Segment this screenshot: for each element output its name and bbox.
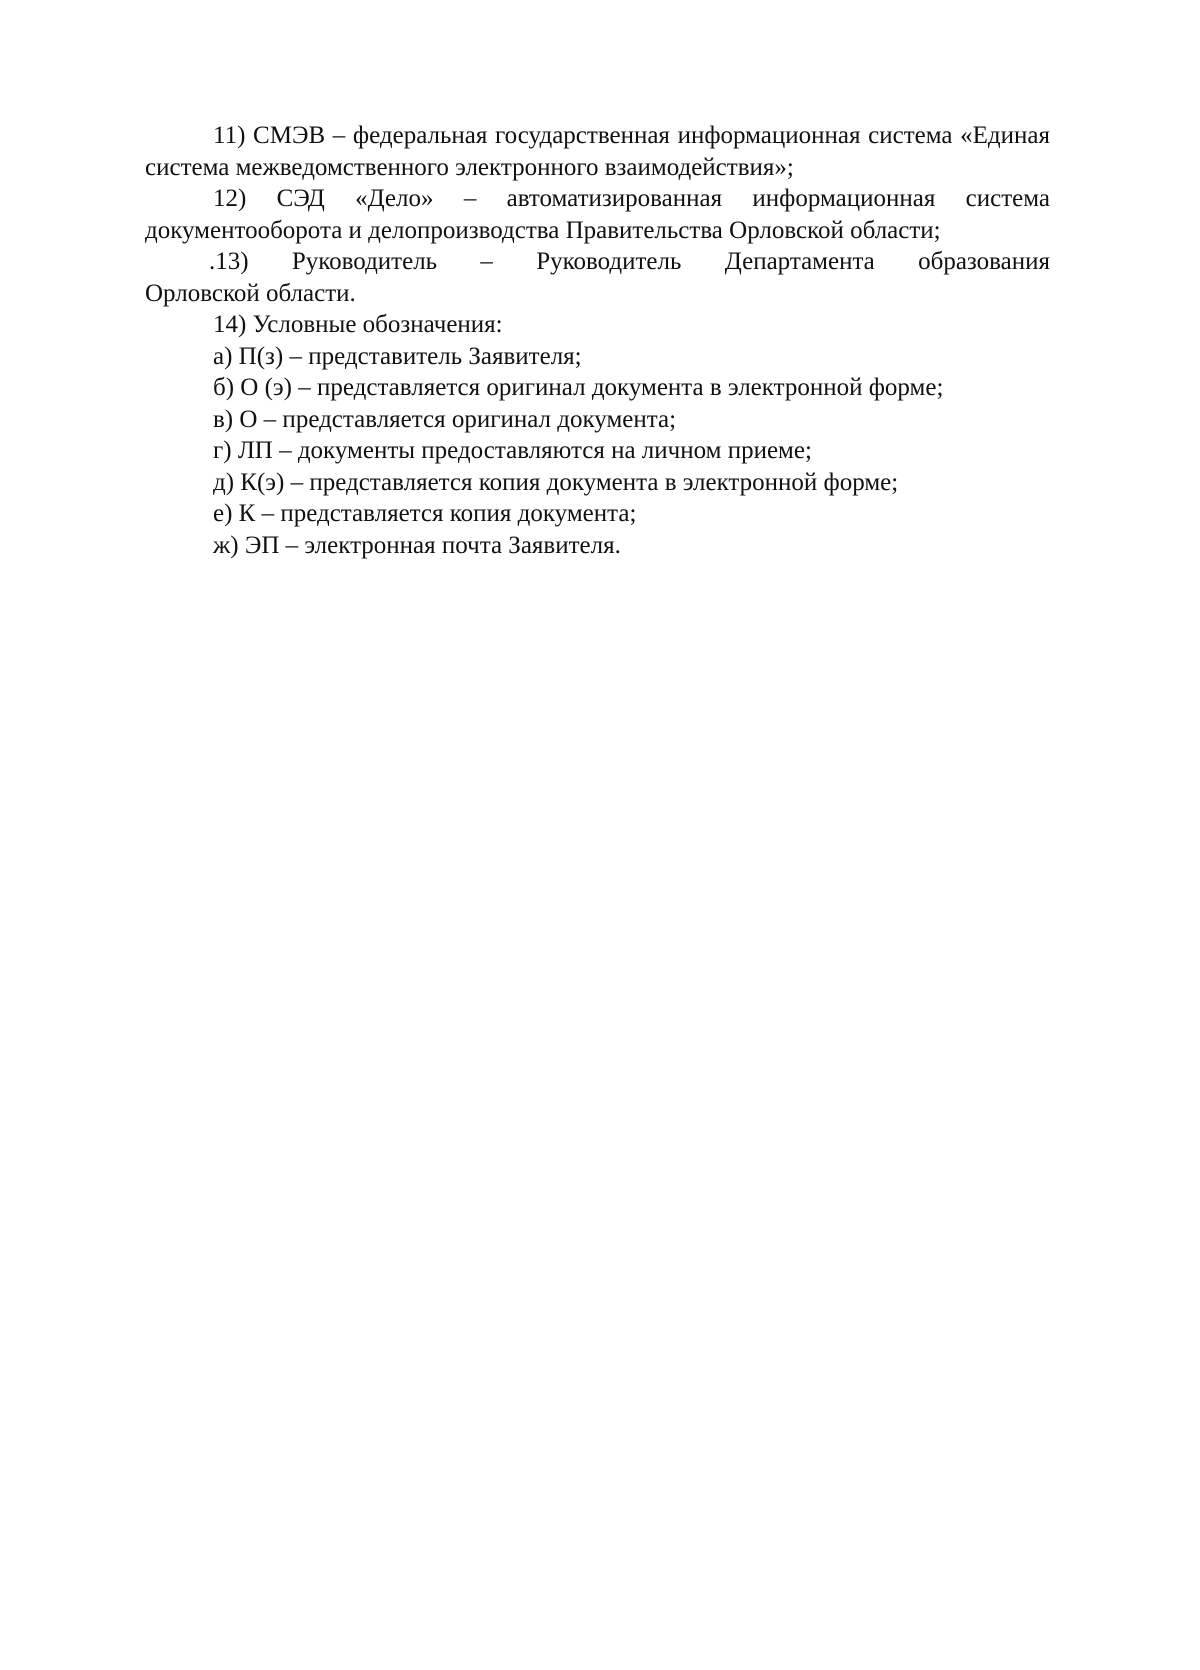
legend-item-b: б) О (э) – представляется оригинал документа в электронной форме; bbox=[213, 374, 944, 401]
definition-item-12: 12) СЭД «Дело» – автоматизированная информационная система документооборота и делопроизводства Правительства Орловской области; bbox=[145, 185, 1050, 244]
legend-item-a: а) П(з) – представитель Заявителя; bbox=[213, 342, 582, 370]
item-13-term: Руководитель bbox=[291, 248, 438, 275]
definition-item-14: 14) Условные обозначения: bbox=[213, 311, 503, 338]
item-13-dash: – bbox=[480, 248, 493, 275]
legend-item-g: г) ЛП – документы предоставляются на личном приеме; bbox=[213, 437, 812, 464]
item-13-word-5: Департамента bbox=[724, 248, 875, 275]
item-13-word-4: Руководитель bbox=[536, 248, 682, 275]
legend-item-zh: ж) ЭП – электронная почта Заявителя. bbox=[213, 531, 621, 559]
item-13-continuation: Орловской области. bbox=[145, 279, 356, 307]
definition-item-13 bbox=[145, 246, 1050, 309]
definition-item-13-line bbox=[145, 246, 1050, 278]
legend-item-d: д) К(э) – представляется копия документа в электронной форме; bbox=[213, 468, 899, 496]
document-body bbox=[145, 120, 1050, 561]
item-13-word-6: образования bbox=[918, 248, 1050, 275]
legend-item-v: в) О – представляется оригинал документа; bbox=[213, 405, 677, 433]
legend-item-e: е) К – представляется копия документа; bbox=[213, 500, 637, 527]
definition-item-11: 11) СМЭВ – федеральная государственная информационная система «Единая система межведомственного электронного взаимодействия»; bbox=[145, 122, 1050, 181]
item-13-number: .13) bbox=[209, 248, 249, 275]
